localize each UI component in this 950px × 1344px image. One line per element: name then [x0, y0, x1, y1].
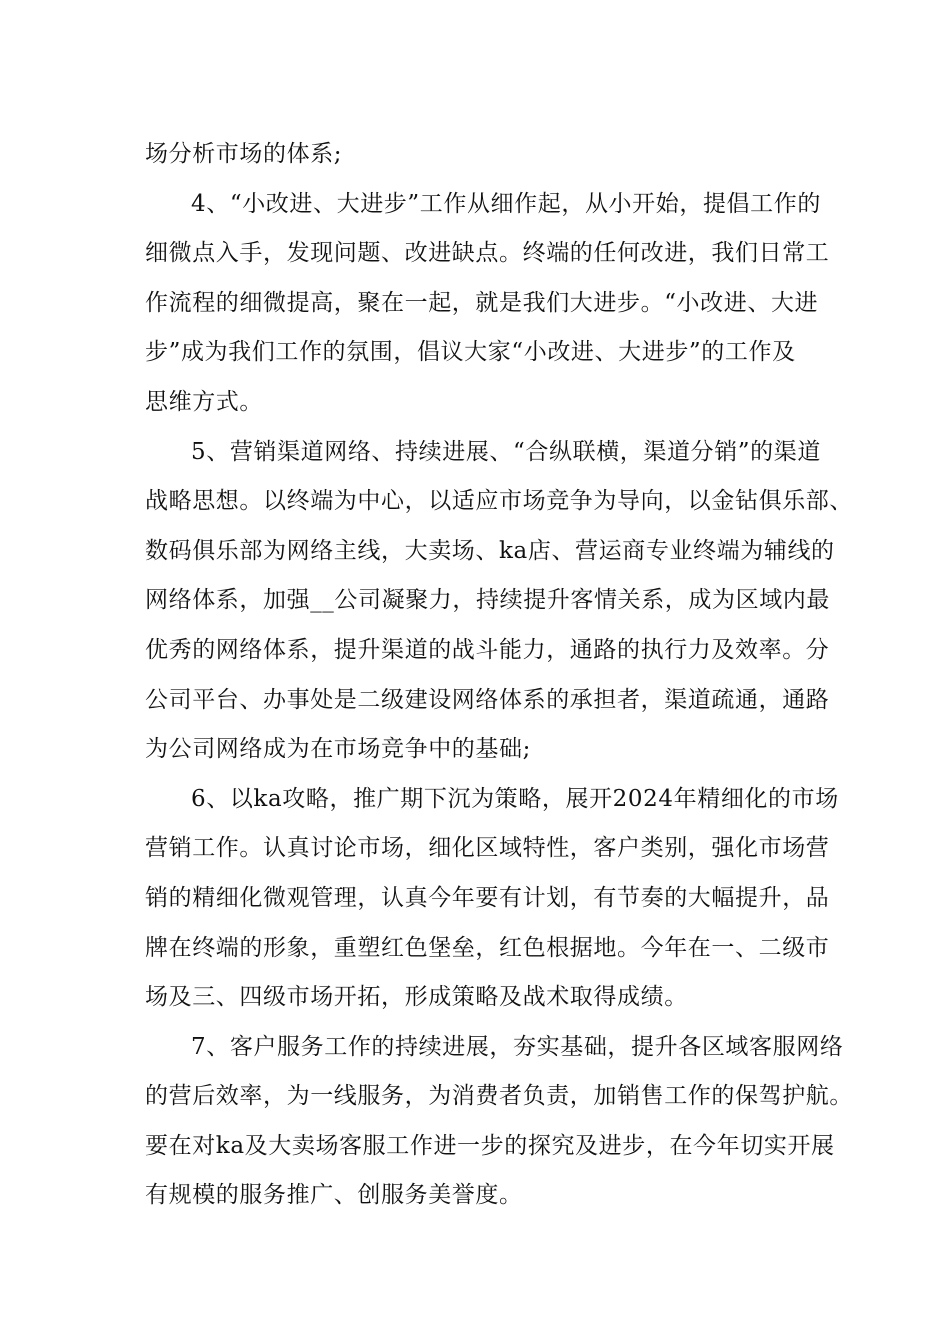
text-line: 步”成为我们工作的氛围，倡议大家“小改进、大进步”的工作及: [145, 339, 796, 366]
text-line: 思维方式。: [145, 388, 263, 415]
text-line: 作流程的细微提高，聚在一起，就是我们大进步。“小改进、大进: [145, 289, 819, 316]
text-line: 为公司网络成为在市场竞争中的基础;: [145, 736, 531, 763]
text-line: 场及三、四级市场开拓，形成策略及战术取得成绩。: [145, 984, 688, 1011]
text-line: 数码俱乐部为网络主线，大卖场、ka店、营运商专业终端为辅线的: [145, 537, 835, 564]
paragraph-6-line-1: 6、以ka攻略，推广期下沉为策略，展开2024年精细化的市场: [191, 785, 839, 812]
text-line: 战略思想。以终端为中心，以适应市场竞争为导向，以金钻俱乐部、: [145, 488, 853, 515]
paragraph-7-line-1: 7、客户服务工作的持续进展，夯实基础，提升各区域客服网络: [191, 1033, 844, 1060]
text-line: 牌在终端的形象，重塑红色堡垒，红色根据地。今年在一、二级市: [145, 934, 830, 961]
text-line: 优秀的网络体系，提升渠道的战斗能力，通路的执行力及效率。分: [145, 636, 830, 663]
text-line: 销的精细化微观管理，认真今年要有计划，有节奏的大幅提升，品: [145, 884, 830, 911]
text-line: 公司平台、办事处是二级建设网络体系的承担者，渠道疏通，通路: [145, 686, 830, 713]
text-line: 网络体系，加强__公司凝聚力，持续提升客情关系，成为区域内最: [145, 587, 830, 614]
text-line: 要在对ka及大卖场客服工作进一步的探究及进步，在今年切实开展: [145, 1132, 835, 1159]
paragraph-5-line-1: 5、营销渠道网络、持续进展、“合纵联横，渠道分销”的渠道: [191, 438, 821, 465]
text-line: 的营后效率，为一线服务，为消费者负责，加销售工作的保驾护航。: [145, 1083, 853, 1110]
text-line: 有规模的服务推广、创服务美誉度。: [145, 1182, 523, 1209]
text-line: 场分析市场的体系;: [145, 141, 343, 167]
paragraph-4-line-1: 4、“小改进、大进步”工作从细作起，从小开始，提倡工作的: [191, 190, 821, 217]
document-body: [145, 130, 853, 1221]
text-line: 营销工作。认真讨论市场，细化区域特性，客户类别，强化市场营: [145, 835, 830, 862]
text-line: 细微点入手，发现问题、改进缺点。终端的任何改进，我们日常工: [145, 240, 830, 267]
